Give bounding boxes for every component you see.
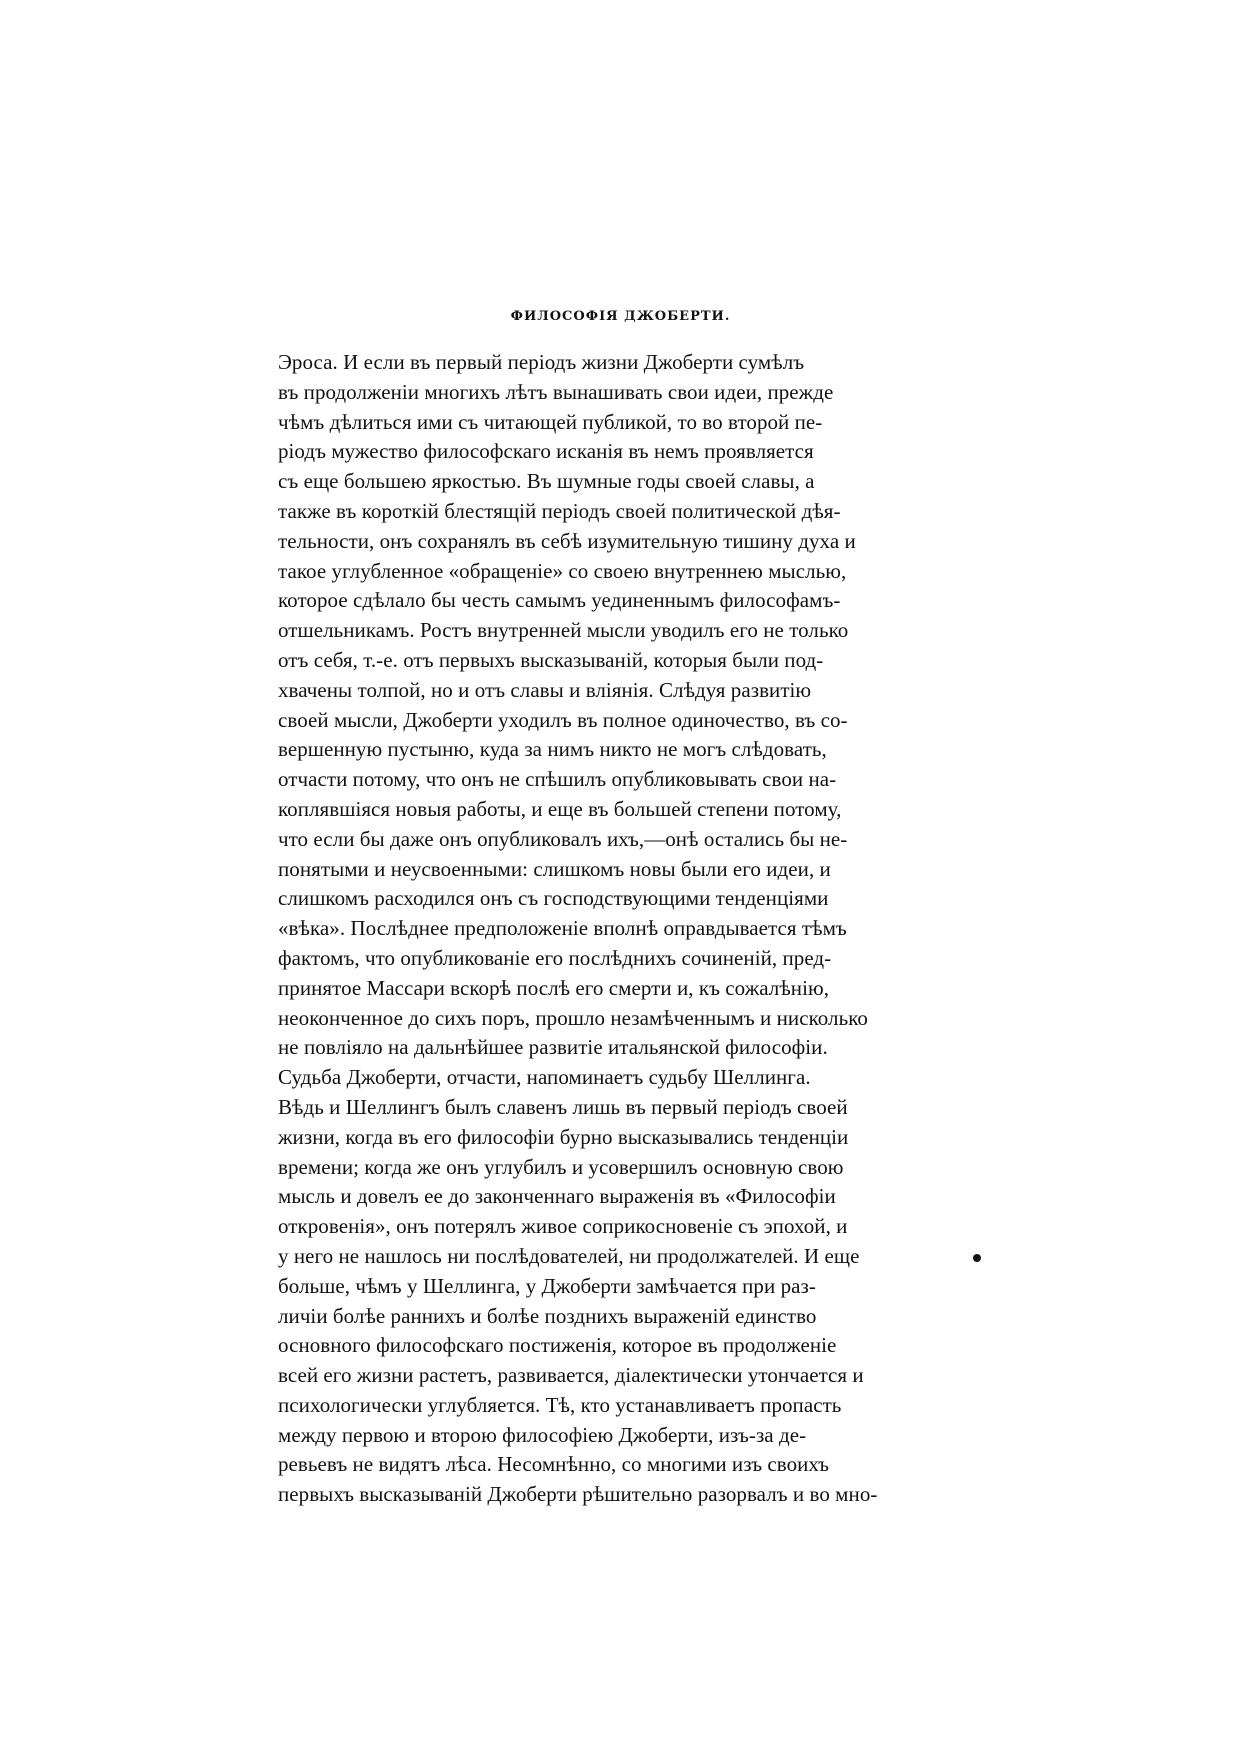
text-line: неоконченное до сихъ поръ, прошло незамѣченнымъ и нисколько: [278, 1005, 868, 1030]
text-line: времени; когда же онъ углубилъ и усовершилъ основную свою: [278, 1154, 844, 1179]
text-line: отъ себя, т.-е. отъ первыхъ высказываній, которыя были под-: [278, 647, 824, 672]
text-line: всей его жизни растетъ, развивается, діалектически утончается и: [278, 1363, 864, 1388]
text-line: такое углубленное «обращеніе» со своею внутреннею мыслью,: [278, 558, 847, 583]
text-line: Судьба Джоберти, отчасти, напоминаетъ судьбу Шеллинга.: [278, 1065, 811, 1090]
text-line: мысль и довелъ ее до законченнаго выраженія въ «Философіи: [278, 1184, 836, 1209]
text-line: у него не нашлось ни послѣдователей, ни продолжателей. И еще: [278, 1243, 860, 1268]
text-line: также въ короткій блестящій періодъ своей политической дѣя-: [278, 498, 841, 523]
text-line: Вѣдь и Шеллингъ былъ славенъ лишь въ первый періодъ своей: [278, 1094, 848, 1119]
text-line: принятое Массари вскорѣ послѣ его смерти и, къ сожалѣнію,: [278, 975, 830, 1000]
text-line: личіи болѣе раннихъ и болѣе позднихъ выраженій единство: [278, 1303, 817, 1328]
text-line: первыхъ высказываній Джоберти рѣшительно разорвалъ и во мно-: [278, 1482, 878, 1507]
text-line: отчасти потому, что онъ не спѣшилъ опубликовывать свои на-: [278, 767, 837, 792]
text-line: ревьевъ не видятъ лѣса. Несомнѣнно, со многими изъ своихъ: [278, 1452, 830, 1477]
text-line: вершенную пустыню, куда за нимъ никто не могъ слѣдовать,: [278, 737, 827, 762]
text-line: понятыми и неусвоенными: слишкомъ новы были его идеи, и: [278, 856, 831, 881]
text-line: коплявшіяся новыя работы, и еще въ большей степени потому,: [278, 796, 842, 821]
text-line: Эроса. И если въ первый періодъ жизни Джоберти сумѣлъ: [278, 350, 805, 374]
text-line: отшельникамъ. Ростъ внутренней мысли уводилъ его не только: [278, 618, 849, 643]
margin-ink-dot: [973, 1254, 981, 1262]
text-line: основного философскаго постиженія, которое въ продолженіе: [278, 1333, 837, 1358]
text-line: «вѣка». Послѣднее предположеніе вполнѣ оправдывается тѣмъ: [278, 916, 847, 941]
running-head: ФИЛОСОФІЯ ДЖОБЕРТИ.: [510, 309, 731, 324]
text-line: чѣмъ дѣлиться ими съ читающей публикой, то во второй пе-: [278, 409, 823, 434]
text-line: слишкомъ расходился онъ съ господствующими тенденціями: [278, 886, 829, 911]
text-line: съ еще большею яркостью. Въ шумные годы своей славы, а: [278, 469, 815, 494]
text-line: хвачены толпой, но и отъ славы и вліянія. Слѣдуя развитію: [278, 677, 812, 702]
text-line: что если бы даже онъ опубликовалъ ихъ,—онѣ остались бы не-: [278, 826, 848, 851]
text-line: фактомъ, что опубликованіе его послѣднихъ сочиненій, пред-: [278, 945, 832, 970]
text-line: больше, чѣмъ у Шеллинга, у Джоберти замѣчается при раз-: [278, 1273, 816, 1298]
text-line: которое сдѣлало бы честь самымъ уединеннымъ философамъ-: [278, 588, 841, 613]
text-line: не повліяло на дальнѣйшее развитіе итальянской философіи.: [278, 1035, 828, 1060]
body-text: [278, 348, 953, 1510]
text-line: ріодъ мужество философскаго исканія въ немъ проявляется: [278, 439, 814, 464]
text-line: въ продолженіи многихъ лѣтъ вынашивать свои идеи, прежде: [278, 379, 834, 404]
text-line: откровенія», онъ потерялъ живое соприкосновеніе съ эпохой, и: [278, 1214, 848, 1239]
text-line: тельности, онъ сохранялъ въ себѣ изумительную тишину духа и: [278, 528, 856, 553]
text-line: жизни, когда въ его философіи бурно высказывались тенденціи: [278, 1124, 849, 1149]
text-line: между первою и второю философіею Джоберти, изъ-за де-: [278, 1422, 807, 1447]
text-line: психологически углубляется. Тѣ, кто устанавливаетъ пропасть: [278, 1392, 842, 1417]
text-line: своей мысли, Джоберти уходилъ въ полное одиночество, въ со-: [278, 707, 848, 732]
